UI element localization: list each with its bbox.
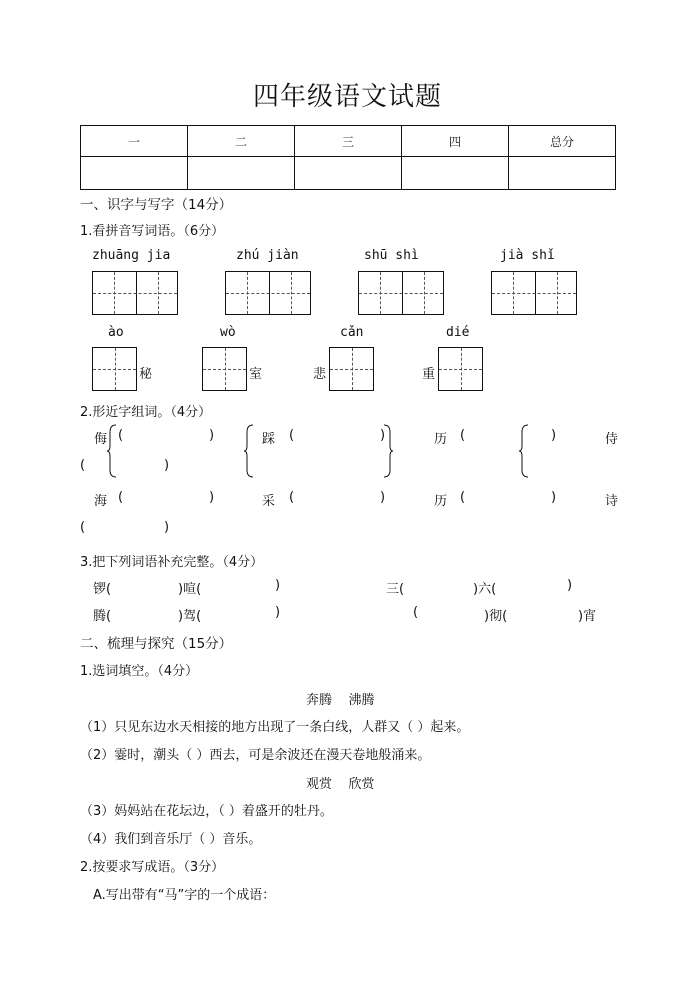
section2-heading: 二、梳理与探究（15分） [80, 636, 233, 652]
q3-label: 3.把下列词语补充完整。（4分） [80, 555, 264, 570]
given-char: 秘 [139, 367, 153, 382]
pinyin: jià shǐ [500, 248, 555, 263]
sentence: （3）妈妈站在花坛边，（ ）着盛开的牡丹。 [80, 804, 333, 819]
char: 踩 [262, 432, 276, 447]
char: 侍 [605, 432, 619, 447]
pinyin: shū shì [364, 248, 419, 263]
paren-close: ) [164, 458, 170, 473]
given-char: 室 [249, 367, 263, 382]
idiom-part: )宵 [578, 609, 597, 624]
paren-open: ( [80, 458, 86, 473]
page-title: 四年级语文试题 [252, 82, 442, 112]
paren-close: ) [380, 490, 386, 505]
idiom-part: 锣( [93, 582, 112, 597]
writing-grid[interactable] [491, 271, 577, 315]
paren-close: ) [164, 520, 170, 535]
given-char: 悲 [313, 367, 327, 382]
pinyin: zhuāng jia [92, 248, 171, 263]
idiom-part: )喧( [178, 582, 202, 597]
idiom-part: ) [567, 578, 573, 593]
brace-icon [518, 424, 530, 478]
score-header-3: 三 [295, 126, 402, 157]
idiom-part: 三( [386, 582, 405, 597]
writing-grid[interactable] [92, 271, 178, 315]
paren-close: ) [551, 490, 557, 505]
score-cell[interactable] [295, 157, 402, 190]
pinyin: zhú jiàn [236, 248, 299, 263]
section1-heading: 一、识字与写字（14分） [80, 197, 233, 213]
idiom-part: )驾( [178, 609, 202, 624]
char: 采 [262, 494, 276, 509]
pinyin: wò [220, 325, 236, 340]
paren-open: ( [460, 428, 466, 443]
paren-open: ( [460, 490, 466, 505]
brace-icon [106, 424, 118, 478]
q2-label: 2.形近字组词。（4分） [80, 405, 212, 420]
paren-open: ( [118, 428, 124, 443]
paren-open: ( [118, 490, 124, 505]
writing-grid[interactable] [438, 347, 483, 391]
word-choices: 奔腾 沸腾 [306, 693, 375, 708]
sentence: （2）霎时，潮头（ ）西去，可是余波还在漫天卷地般涌来。 [80, 748, 431, 763]
writing-grid[interactable] [329, 347, 374, 391]
score-header-1: 一 [81, 126, 188, 157]
score-header-total: 总分 [509, 126, 616, 157]
given-char: 重 [422, 367, 436, 382]
char: 历 [434, 432, 448, 447]
q1-label: 1.看拼音写词语。（6分） [80, 224, 225, 239]
paren-open: ( [289, 490, 295, 505]
char: 侮 [94, 432, 108, 447]
idiom-part: ) [275, 578, 281, 593]
writing-grid[interactable] [92, 347, 137, 391]
sentence: （1）只见东边水天相接的地方出现了一条白线，人群又（ ）起来。 [80, 720, 470, 735]
char: 诗 [605, 494, 619, 509]
score-header-2: 二 [188, 126, 295, 157]
idiom-part: ) [275, 605, 281, 620]
score-cell[interactable] [509, 157, 616, 190]
score-header-4: 四 [402, 126, 509, 157]
writing-grid[interactable] [358, 271, 444, 315]
idiom-part: 腾( [93, 609, 112, 624]
s2-q2-label: 2.按要求写成语。（3分） [80, 860, 225, 875]
brace-icon [243, 424, 255, 478]
s2-q1-label: 1.选词填空。（4分） [80, 664, 199, 679]
paren-open: ( [289, 428, 295, 443]
paren-close: ) [209, 490, 215, 505]
score-table [80, 125, 616, 190]
paren-open: ( [80, 520, 86, 535]
char: 历 [434, 494, 448, 509]
pinyin: cǎn [340, 325, 364, 340]
pinyin: ào [108, 325, 124, 340]
char: 海 [94, 494, 108, 509]
idiom-part: ( [413, 605, 419, 620]
idiom-part: )彻( [484, 609, 508, 624]
paren-close: ) [209, 428, 215, 443]
pinyin: dié [446, 325, 470, 340]
word-choices: 观赏 欣赏 [306, 777, 375, 792]
paren-close: ) [380, 428, 386, 443]
score-cell[interactable] [402, 157, 509, 190]
score-cell[interactable] [188, 157, 295, 190]
writing-grid[interactable] [225, 271, 311, 315]
paren-close: ) [551, 428, 557, 443]
writing-grid[interactable] [202, 347, 247, 391]
instruction: A.写出带有“马”字的一个成语： [93, 888, 276, 903]
score-cell[interactable] [81, 157, 188, 190]
sentence: （4）我们到音乐厅（ ）音乐。 [80, 832, 262, 847]
brace-icon [382, 424, 394, 478]
idiom-part: )六( [473, 582, 497, 597]
